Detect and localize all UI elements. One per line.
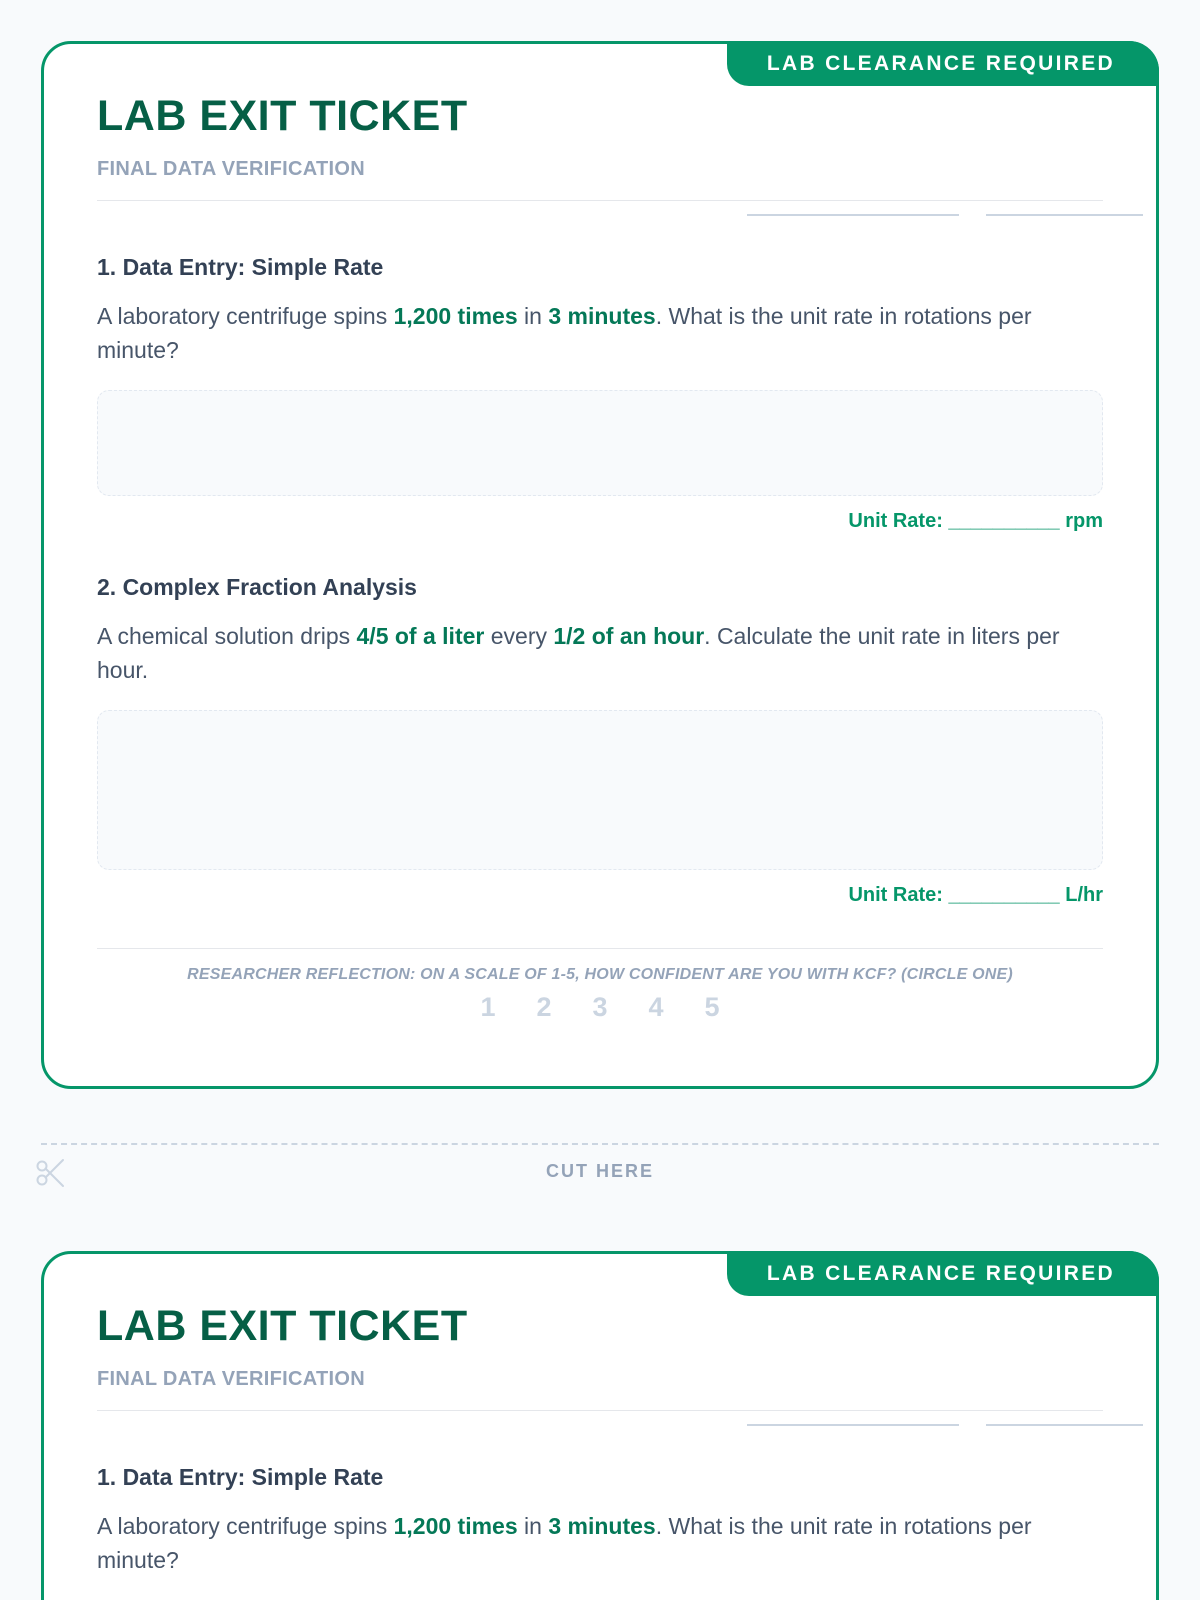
question-1-highlight-count: 1,200 times	[393, 1513, 518, 1539]
question-2-highlight-volume: 4/5 of a liter	[356, 623, 485, 649]
date-blank-line[interactable]	[986, 214, 1143, 216]
reflection-section	[97, 948, 1103, 1023]
question-1-highlight-count: 1,200 times	[393, 303, 518, 329]
question-1-title: 1. Data Entry: Simple Rate	[97, 254, 384, 280]
confidence-option-5[interactable]: 5	[704, 992, 720, 1022]
question-2-text-part: A chemical solution drips	[97, 623, 357, 649]
question-2-text-part: . Calculate the unit rate in liters per hour.	[97, 623, 1060, 683]
question-1-text-part: in	[517, 1513, 549, 1539]
question-1-answer-label[interactable]: Unit Rate: __________ rpm	[848, 510, 1103, 532]
question-2-work-box[interactable]	[97, 710, 1103, 870]
ticket-title: LAB EXIT TICKET	[97, 1302, 468, 1350]
confidence-option-1[interactable]: 1	[480, 992, 496, 1022]
question-1-work-box[interactable]	[97, 390, 1103, 496]
question-2-highlight-time: 1/2 of an hour	[553, 623, 705, 649]
question-1	[97, 254, 1103, 533]
question-1-text	[97, 299, 1103, 367]
cut-here-label: CUT HERE	[545, 1161, 654, 1181]
confidence-option-2[interactable]: 2	[536, 992, 552, 1022]
ticket-header	[97, 92, 1103, 201]
question-1-text-part: . What is the unit rate in rotations per minute?	[97, 1513, 1032, 1573]
question-2-title: 2. Complex Fraction Analysis	[97, 574, 417, 600]
question-2	[97, 574, 1103, 907]
ticket-subtitle: FINAL DATA VERIFICATION	[97, 1368, 365, 1390]
name-blank-line[interactable]	[747, 1424, 959, 1426]
question-1-text-part: A laboratory centrifuge spins	[97, 1513, 394, 1539]
confidence-scale	[97, 992, 1103, 1023]
clearance-badge	[727, 41, 1159, 86]
clearance-badge-label: LAB CLEARANCE REQUIRED	[766, 1261, 1115, 1285]
question-1-title: 1. Data Entry: Simple Rate	[97, 1464, 384, 1490]
cut-line	[41, 1143, 1159, 1145]
clearance-badge-label: LAB CLEARANCE REQUIRED	[766, 51, 1115, 75]
clearance-badge	[727, 1251, 1159, 1296]
ticket-title: LAB EXIT TICKET	[97, 92, 468, 140]
question-2-text	[97, 619, 1103, 687]
question-1-highlight-time: 3 minutes	[548, 303, 656, 329]
name-blank-line[interactable]	[747, 214, 959, 216]
question-1-text	[97, 1509, 1103, 1577]
question-1-text-part: in	[517, 303, 549, 329]
ticket-subtitle: FINAL DATA VERIFICATION	[97, 158, 365, 180]
question-1-text-part: A laboratory centrifuge spins	[97, 303, 394, 329]
question-2-text-part: every	[484, 623, 554, 649]
exit-ticket-2	[41, 1251, 1159, 1600]
confidence-option-3[interactable]: 3	[592, 992, 608, 1022]
question-1-highlight-time: 3 minutes	[548, 1513, 656, 1539]
question-1	[97, 1464, 1103, 1600]
confidence-option-4[interactable]: 4	[648, 992, 664, 1022]
ticket-header	[97, 1302, 1103, 1411]
reflection-prompt: RESEARCHER REFLECTION: ON A SCALE OF 1-5, HOW CONFIDENT ARE YOU WITH KCF? (CIRCLE ONE)	[187, 966, 1013, 983]
question-2-answer-label[interactable]: Unit Rate: __________ L/hr	[848, 884, 1103, 906]
exit-ticket-1	[41, 41, 1159, 1089]
date-blank-line[interactable]	[986, 1424, 1143, 1426]
question-1-text-part: . What is the unit rate in rotations per minute?	[97, 303, 1032, 363]
